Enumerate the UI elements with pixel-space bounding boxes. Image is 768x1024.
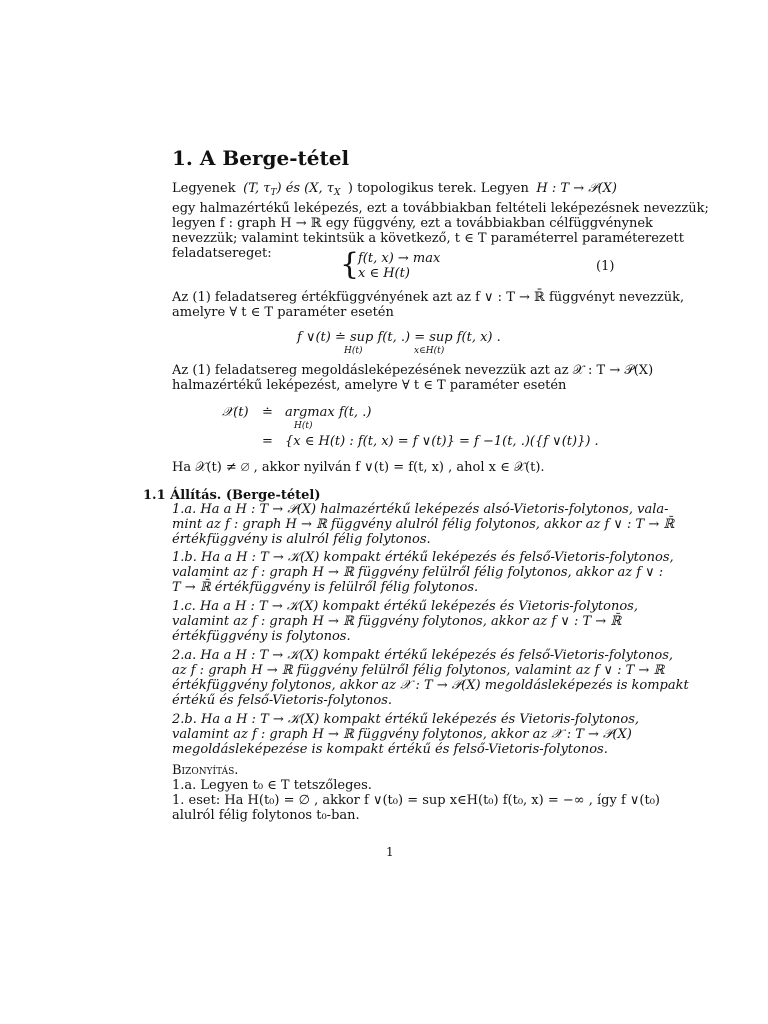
intro-line-4: nevezzük; valamint tekintsük a következő, t ∈ T paraméterrel paraméterezett bbox=[172, 231, 684, 246]
proof-line-3: alulról félig folytonos t₀-ban. bbox=[172, 808, 360, 823]
intro-paragraph bbox=[172, 181, 709, 261]
theorem-item-1b: 1.b. Ha a H : T → 𝒦(X) kompakt értékű leképezés és felső-Vietoris-folytonos, valamint az f : graph H → ℝ függvény felülről félig folytonos, akkor az f ∨ : T → ℝ̄ értékfüggvény is felülről félig folytonos. bbox=[172, 550, 674, 595]
solution-map-def-sign: ≐ bbox=[262, 405, 273, 420]
proof-heading: Bizonyítás. bbox=[172, 763, 239, 778]
solution-map-eq-sign: = bbox=[262, 434, 273, 449]
solution-map-set: {x ∈ H(t) : f(t, x) = f ∨(t)} = f −1(t, .)({f ∨(t)}) . bbox=[285, 434, 599, 449]
problem-objective: f(t, x) → max bbox=[358, 251, 441, 266]
section-title bbox=[172, 146, 349, 170]
theorem-heading bbox=[143, 488, 321, 503]
problem-constraint: x ∈ H(t) bbox=[358, 266, 410, 281]
intro-line-1: Legyenek (T, $\tau_T$) és (X, $\tau_X$ ) topologikus terek. Legyen H : T → 𝒫(X) bbox=[172, 181, 617, 198]
solution-map-lhs: 𝒳(t) bbox=[222, 405, 249, 420]
solution-map-line-1: Az (1) feladatsereg megoldásleképezésének nevezzük azt az 𝒳 : T → 𝒫(X) bbox=[172, 363, 654, 378]
solution-map-argmax-sub: H(t) bbox=[294, 421, 313, 431]
solution-map-line-2: halmazértékű leképezést, amelyre ∀ t ∈ T paraméter esetén bbox=[172, 378, 567, 393]
proof-line-2: 1. eset: Ha H(t₀) = ∅ , akkor f ∨(t₀) = sup x∈H(t₀) f(t₀, x) = −∞ , így f ∨(t₀) bbox=[172, 793, 660, 808]
intro-line-2: egy halmazértékű leképezés, ezt a továbbiakban feltételi leképezésnek nevezzük; bbox=[172, 201, 709, 216]
proof-block bbox=[172, 763, 660, 823]
theorem-item-2b: 2.b. Ha a H : T → 𝒦(X) kompakt értékű leképezés és Vietoris-folytonos, valamint az f : graph H → ℝ függvény folytonos, akkor az 𝒳 : T → 𝒫(X) megoldásleképezése is kompakt értékű és felső-Vietoris-folytonos. bbox=[172, 712, 640, 757]
theorem-item-1c: 1.c. Ha a H : T → 𝒦(X) kompakt értékű leképezés és Vietoris-folytonos, valamint az f : graph H → ℝ függvény folytonos, akkor az f ∨ : T → ℝ̄ értékfüggvény is folytonos. bbox=[172, 599, 638, 644]
solution-map-argmax: argmax f(t, .) bbox=[285, 405, 372, 420]
value-function-sub-1: H(t) bbox=[344, 346, 363, 356]
value-function-equation: f ∨(t) ≐ sup f(t, .) = sup f(t, x) . bbox=[297, 330, 501, 345]
theorem-number: 1.1 bbox=[143, 488, 166, 503]
value-function-line-2: amelyre ∀ t ∈ T paraméter esetén bbox=[172, 305, 394, 320]
equation-number: (1) bbox=[596, 259, 615, 274]
theorem-item-1a: 1.a. Ha a H : T → 𝒫(X) halmazértékű leképezés alsó-Vietoris-folytonos, vala- mint az f : graph H → ℝ függvény alulról félig folytonos, akkor az f ∨ : T → ℝ̄ értékfüggvény is alulról félig folytonos. bbox=[172, 502, 675, 547]
value-function-line-1: Az (1) feladatsereg értékfüggvényének azt az f ∨ : T → ℝ̄ függvényt nevezzük, bbox=[172, 290, 685, 305]
page-number: 1 bbox=[386, 845, 394, 859]
intro-line-3: legyen f : graph H → ℝ egy függvény, ezt a továbbiakban célfüggvénynek bbox=[172, 216, 653, 231]
proof-line-1: 1.a. Legyen t₀ ∈ T tetszőleges. bbox=[172, 778, 372, 793]
solution-map-note: Ha 𝒳(t) ≠ ∅ , akkor nyilván f ∨(t) = f(t, x) , ahol x ∈ 𝒳(t). bbox=[172, 460, 545, 475]
section-number: 1. bbox=[172, 146, 193, 170]
solution-map-paragraph bbox=[172, 363, 654, 393]
problem-brace: { bbox=[340, 247, 360, 282]
section-title-text: A Berge-tétel bbox=[199, 146, 350, 170]
intro-line-5: feladatsereget: bbox=[172, 246, 272, 261]
theorem-title: Állítás. (Berge-tétel) bbox=[170, 488, 321, 503]
value-function-sub-2: x∈H(t) bbox=[414, 346, 445, 356]
theorem-item-2a: 2.a. Ha a H : T → 𝒦(X) kompakt értékű leképezés és felső-Vietoris-folytonos, az f : graph H → ℝ függvény felülről félig folytonos, valamint az f ∨ : T → ℝ értékfüggvény folytonos, akkor az 𝒳 : T → 𝒫(X) megoldásleképezés is kompakt értékű és felső-Vietoris-folytonos. bbox=[172, 648, 689, 708]
value-function-paragraph bbox=[172, 290, 685, 320]
